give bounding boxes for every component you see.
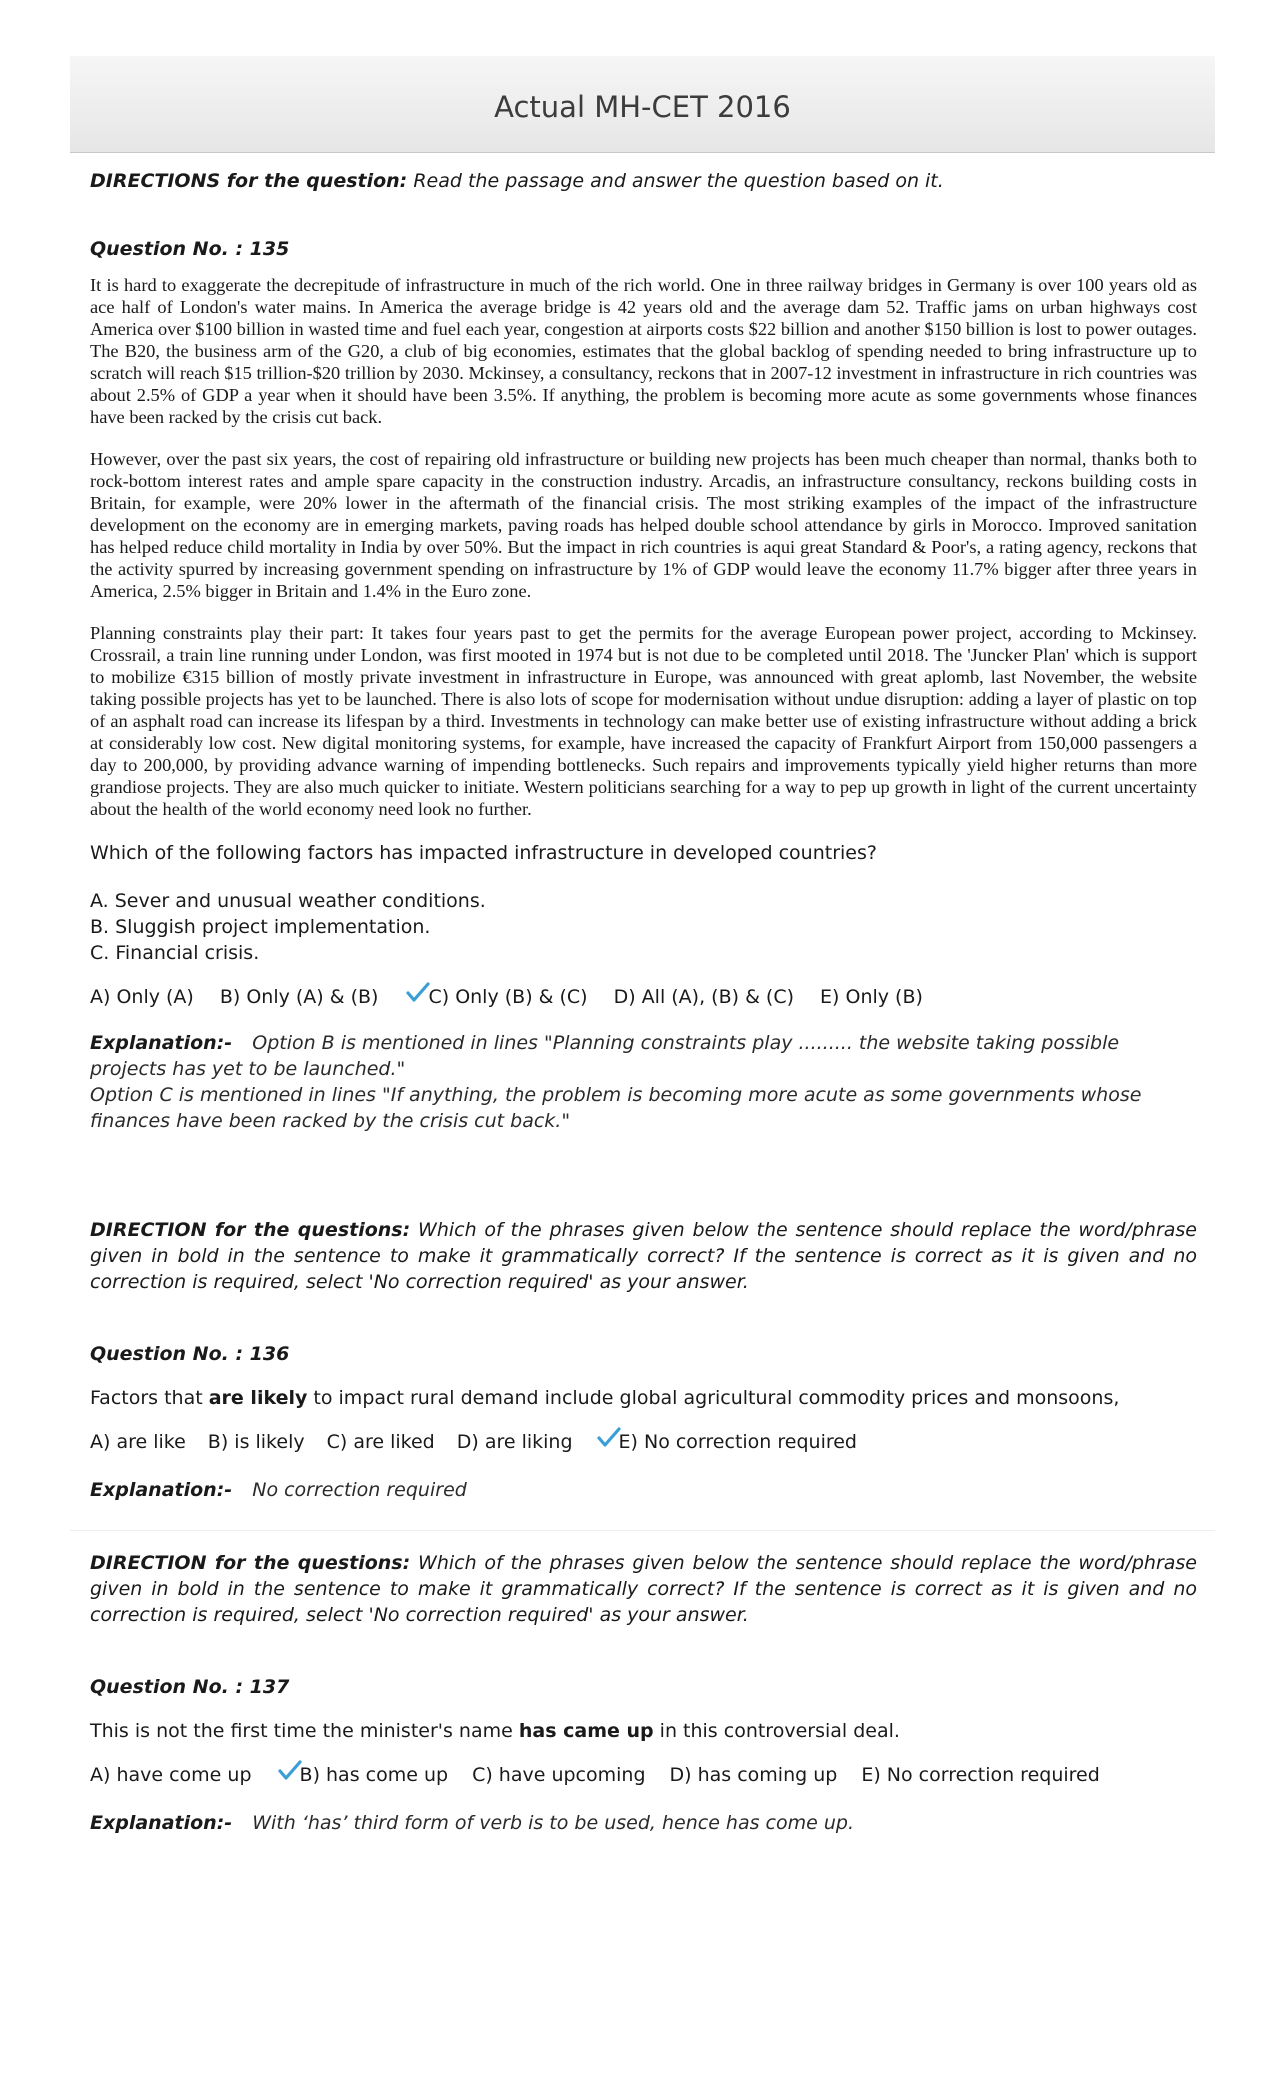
option-label: D) All (A), (B) & (C) <box>613 986 795 1008</box>
option-label: E) No correction required <box>618 1431 857 1453</box>
option-label: A) are like <box>90 1431 186 1453</box>
checkmark-icon <box>278 1760 302 1782</box>
explanation-text: No correction required <box>252 1479 467 1501</box>
explanation <box>90 1030 1197 1134</box>
passage-paragraph: It is hard to exaggerate the decrepitude of infrastructure in much of the rich world. One in three railway bridges in Germany is over 100 years old as ace half of London's water mains. In America the average bridge is 42 years old and the average dam 52. Traffic jams on urban highways cost America over $100 billion in wasted time and fuel each year, congestion at airports costs $22 billion and another $150 billion is lost to power outages. The B20, the business arm of the G20, a club of big economies, estimates that the global backlog of spending needed to bring infrastructure up to scratch will reach $15 trillion-$20 trillion by 2030. Mckinsey, a consultancy, reckons that in 2007-12 investment in infrastructure in rich countries was about 2.5% of GDP a year when it should have been 3.5%. If anything, the problem is becoming more acute as some governments whose finances have been racked by the crisis cut back. <box>90 275 1197 427</box>
sentence-part: to impact rural demand include global agricultural commodity prices and monsoons, <box>307 1387 1120 1409</box>
directions <box>90 1550 1197 1628</box>
option-e[interactable] <box>820 986 923 1008</box>
option-label: C) have upcoming <box>472 1764 646 1786</box>
statements <box>90 888 1197 966</box>
option-e[interactable] <box>595 1431 857 1453</box>
explanation-lead: Explanation:- <box>90 1479 233 1501</box>
option-label: C) are liked <box>326 1431 435 1453</box>
directions-body: Which of the phrases given below the sentence should replace the word/phrase given in bold in the sentence to make it grammatically correct? If the sentence is correct as it is given and no correction is required, select 'No correction required' as your answer. <box>90 1552 1197 1626</box>
option-label: D) are liking <box>456 1431 573 1453</box>
question-136-block <box>90 1217 1197 1503</box>
sentence-part: This is not the first time the minister's name <box>90 1720 519 1742</box>
option-label: B) Only (A) & (B) <box>219 986 379 1008</box>
directions <box>90 168 1197 194</box>
explanation-lead: Explanation:- <box>90 1032 233 1054</box>
option-label: A) Only (A) <box>90 986 194 1008</box>
options-row <box>90 1431 1197 1453</box>
question-137-block <box>90 1550 1197 1836</box>
option-a[interactable] <box>90 1431 186 1453</box>
directions-body: Read the passage and answer the question based on it. <box>413 170 944 192</box>
explanation-lead: Explanation:- <box>90 1812 233 1834</box>
option-c[interactable] <box>327 1431 435 1453</box>
explanation-quote: "Planning constraints play ......... the website taking possible projects has yet to be launched." <box>90 1032 1120 1080</box>
explanation-text: Option C is mentioned in lines "If anything, the problem is becoming more acute as some governments whose finances have been racked by the crisis cut back." <box>90 1084 1142 1132</box>
option-label: B) is likely <box>207 1431 305 1453</box>
statement: A. Sever and unusual weather conditions. <box>90 890 486 912</box>
statement: B. Sluggish project implementation. <box>90 916 431 938</box>
directions-lead: DIRECTION for the questions: <box>90 1552 411 1574</box>
question-text <box>90 1385 1197 1411</box>
explanation <box>90 1810 1197 1836</box>
option-label: A) have come up <box>90 1764 252 1786</box>
directions-lead: DIRECTION for the questions: <box>90 1219 411 1241</box>
sentence-bold: has came up <box>518 1720 654 1742</box>
option-a[interactable] <box>90 1764 252 1786</box>
option-a[interactable] <box>90 986 194 1008</box>
question-text <box>90 1718 1197 1744</box>
option-label: E) Only (B) <box>820 986 923 1008</box>
explanation <box>90 1477 1197 1503</box>
options-row <box>90 986 1197 1008</box>
sentence-bold: are likely <box>208 1387 308 1409</box>
sentence-part: in this controversial deal. <box>653 1720 900 1742</box>
checkmark-icon <box>406 982 430 1004</box>
options-row <box>90 1764 1197 1786</box>
page-header <box>70 56 1215 153</box>
option-b[interactable] <box>220 986 379 1008</box>
divider <box>70 1530 1215 1531</box>
option-b[interactable] <box>208 1431 305 1453</box>
question-number: Question No. : 137 <box>90 1676 290 1698</box>
option-label: E) No correction required <box>861 1764 1100 1786</box>
option-e[interactable] <box>861 1764 1099 1786</box>
option-b[interactable] <box>276 1764 449 1786</box>
directions-body: Which of the phrases given below the sentence should replace the word/phrase given in bold in the sentence to make it grammatically correct? If the sentence is correct as it is given and no correction is required, select 'No correction required' as your answer. <box>90 1219 1197 1293</box>
statement: C. Financial crisis. <box>90 942 260 964</box>
directions-lead: DIRECTIONS for the question: <box>90 170 408 192</box>
page-title: Actual MH-CET 2016 <box>494 90 791 124</box>
explanation-text: Option B is mentioned in lines <box>252 1032 544 1054</box>
checkmark-icon <box>597 1427 621 1449</box>
option-d[interactable] <box>670 1764 838 1786</box>
passage-paragraph: Planning constraints play their part: It takes four years past to get the permits for the average European power project, according to Mckinsey. Crossrail, a train line running under London, was first mooted in 1974 but is not due to be completed until 2018. The 'Juncker Plan' which is support to mobilize €315 billion of mostly private investment in infrastructure in Europe, was announced with great aplomb, last November, the website taking possible projects has yet to be launched. There is also lots of scope for modernisation without undue disruption: adding a layer of plastic on top of an asphalt road can increase its lifespan by a third. Investments in technology can make better use of existing infrastructure without adding a brick at considerably low cost. New digital monitoring systems, for example, have increased the capacity of Frankfurt Airport from 150,000 passengers a day to 200,000, by providing advance warning of impending bottlenecks. Such repairs and improvements typically yield higher returns than more grandiose projects. They are also much quicker to initiate. Western politicians searching for a way to pep up growth in light of the current uncertainty about the health of the world economy need look no further. <box>90 623 1197 819</box>
passage <box>90 274 1197 820</box>
option-c[interactable] <box>404 986 587 1008</box>
question-text: Which of the following factors has impacted infrastructure in developed countries? <box>90 842 877 864</box>
question-135-block <box>90 168 1197 1134</box>
explanation-text: With ‘has’ third form of verb is to be used, hence has come up. <box>252 1812 854 1834</box>
option-d[interactable] <box>614 986 794 1008</box>
option-label: D) has coming up <box>669 1764 838 1786</box>
directions <box>90 1217 1197 1295</box>
option-d[interactable] <box>457 1431 573 1453</box>
option-label: C) Only (B) & (C) <box>428 986 588 1008</box>
option-label: B) has come up <box>299 1764 449 1786</box>
passage-paragraph: However, over the past six years, the cost of repairing old infrastructure or building new projects has been much cheaper than normal, thanks both to rock-bottom interest rates and ample spare capacity in the construction industry. Arcadis, an infrastructure consultancy, reckons building costs in Britain, for example, were 20% lower in the aftermath of the financial crisis. The most striking examples of the impact of the infrastructure development on the economy are in emerging markets, paving roads has helped double school attendance by girls in Morocco. Improved sanitation has helped reduce child mortality in India by over 50%. But the impact in rich countries is aqui great Standard & Poor's, a rating agency, reckons that the activity spurred by increasing government spending on infrastructure by 1% of GDP would leave the economy 11.7% bigger after three years in America, 2.5% bigger in Britain and 1.4% in the Euro zone. <box>90 449 1197 601</box>
question-number: Question No. : 135 <box>90 238 290 260</box>
question-number: Question No. : 136 <box>90 1343 290 1365</box>
sentence-part: Factors that <box>90 1387 209 1409</box>
option-c[interactable] <box>472 1764 645 1786</box>
